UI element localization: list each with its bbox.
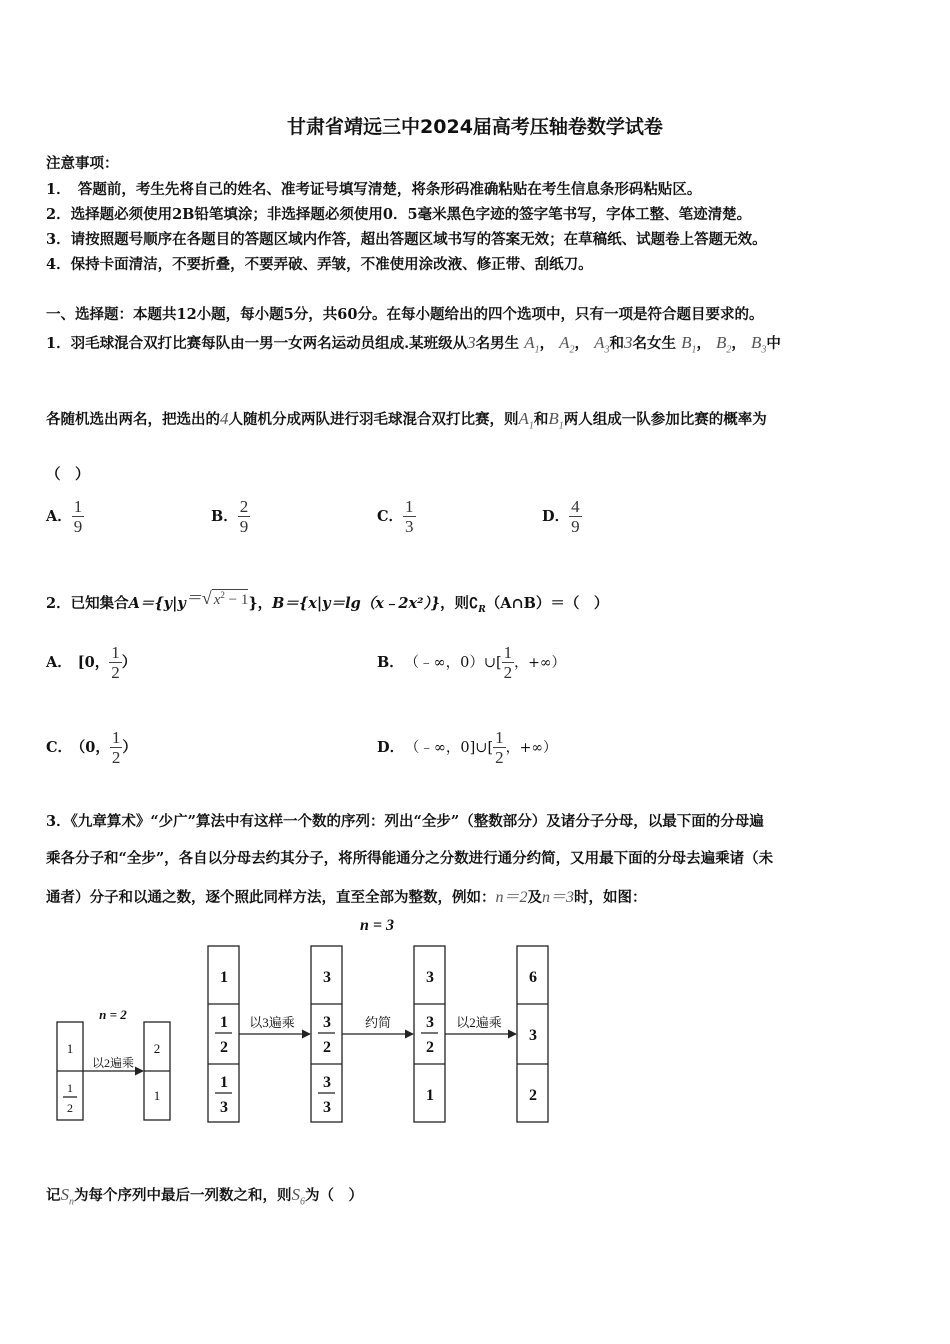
q2-option-d: D． （﹣∞，0]∪[ $\frac{1}{2}$ ，+∞）	[377, 728, 558, 767]
question-2	[46, 590, 608, 615]
sqrt-body: $x^2 - 1$	[213, 590, 249, 608]
q1-three: 3	[467, 333, 476, 352]
q1-B1b: $B_1$	[548, 409, 564, 432]
cell: 3	[529, 1027, 537, 1044]
q2-text-a: 2．已知集合	[46, 595, 129, 612]
notice-item-1: 1． 答题前，考生先将自己的姓名、准考证号填写清楚，将条形码准确粘贴在考生信息条形码粘贴区。	[46, 181, 702, 198]
page-title: 甘肃省靖远三中2024届高考压轴卷数学试卷	[287, 116, 663, 138]
cell: 1	[66, 1041, 74, 1056]
q1-and: 和	[609, 335, 624, 352]
arrow-label-mult3: 以3遍乘	[249, 1015, 295, 1030]
cell: 1	[220, 1074, 228, 1091]
q1-B2: $B_2$	[716, 333, 732, 356]
question-1-line-2	[46, 408, 767, 431]
cell: 2	[426, 1039, 434, 1056]
sequence-figure	[0, 910, 950, 1140]
q1-A3: $A_3$	[594, 333, 610, 356]
q1-comma: ，	[731, 335, 746, 352]
q2-option-b: B． （﹣∞，0）∪[ $\frac{1}{2}$ ，+∞）	[377, 643, 566, 682]
q1-text-d: 中	[766, 335, 781, 352]
q2-option-a: A． [0， $\frac{1}{2}$ ）	[46, 643, 137, 682]
q1-A2: $A_2$	[559, 333, 575, 356]
q1-A1: $A_1$	[524, 333, 540, 356]
notice-item-3: 3．请按照题号顺序在各题目的答题区域内作答，超出答题区域书写的答案无效；在草稿纸、试题卷上答题无效。	[46, 231, 767, 248]
q2-text-d: （A∩B）＝（ ）	[485, 595, 609, 612]
cell: 3	[220, 1099, 228, 1116]
cell: 2	[529, 1087, 537, 1104]
notice-item-4: 4．保持卡面清洁，不要折叠，不要弄破、弄皱，不准使用涂改液、修正带、刮纸刀。	[46, 256, 593, 273]
q1-and-b: 和	[533, 411, 549, 428]
notice-heading: 注意事项：	[46, 155, 119, 172]
cell: 2	[67, 1101, 73, 1115]
q1-comma: ，	[539, 335, 555, 352]
section-heading: 一、选择题：本题共12小题，每小题5分，共60分。在每小题给出的四个选项中，只有一项是符合题目要求的。	[46, 306, 764, 323]
q2-set-a: A＝{y|y	[128, 595, 186, 612]
q3-n3: n＝3	[542, 889, 575, 906]
cell: 3	[323, 969, 331, 986]
q3-S6: $S_6$	[291, 1185, 305, 1208]
q1-comma: ，	[574, 335, 590, 352]
fraction: $\frac{1}{2}$	[503, 643, 513, 682]
q1-answer-paren: （ ）	[46, 466, 90, 483]
cell: 1	[67, 1081, 73, 1095]
fraction: $\frac{4}{9}$	[571, 497, 580, 536]
q1-option-c: C． $\frac{1}{3}$	[377, 497, 414, 536]
q1-text-b: 名男生	[475, 335, 520, 352]
cell: 3	[426, 1014, 434, 1031]
fraction: $\frac{1}{2}$	[111, 643, 120, 682]
cell: 2	[323, 1039, 331, 1056]
q2-complement: ，则∁	[440, 595, 479, 612]
fraction: $\frac{1}{2}$	[111, 728, 121, 767]
question-3-line-2: 乘各分子和“全步”，各自以分母去约其分子，将所得能通分之分数进行通分约简，又用最下面的分母去遍乘诸（未	[46, 850, 774, 867]
cell: 3	[426, 969, 434, 986]
q2-set-b: B＝{x|y＝lg（x﹣2x²）}	[272, 595, 441, 612]
q1-three-b: 3	[624, 333, 633, 352]
q2-R: R	[478, 604, 486, 615]
q1-text-e: 各随机选出两名，把选出的	[46, 411, 220, 428]
fraction: $\frac{1}{2}$	[495, 728, 504, 767]
q2-option-c: C． （0， $\frac{1}{2}$ ）	[46, 728, 137, 767]
cell: 3	[323, 1074, 331, 1091]
q1-text-g: 两人组成一队参加比赛的概率为	[563, 411, 767, 428]
sqrt-sign: √	[201, 588, 212, 608]
q3-text-c: 记	[46, 1187, 61, 1204]
q2-brace: }	[248, 595, 258, 612]
q1-option-a: A． $\frac{1}{9}$	[46, 497, 83, 536]
question-1-line-1	[46, 332, 781, 355]
fraction: $\frac{2}{9}$	[239, 497, 249, 536]
q1-four: 4	[220, 409, 229, 428]
q1-option-d: D． $\frac{4}{9}$	[542, 497, 580, 536]
arrow-label-mult2: 以2遍乘	[456, 1015, 502, 1030]
cell: 2	[153, 1041, 161, 1056]
cell: 2	[220, 1039, 228, 1056]
cell: 1	[220, 1014, 228, 1031]
q1-A1b: $A_1$	[518, 409, 534, 432]
cell: 6	[529, 969, 537, 986]
notice-item-2: 2．选择题必须使用2B铅笔填涂；非选择题必须使用0．5毫米黑色字迹的签字笔书写，字体工整、笔迹清楚。	[46, 206, 752, 223]
cell: 1	[220, 969, 228, 986]
q3-Sn: $S_n$	[60, 1185, 74, 1208]
cell: 1	[426, 1087, 434, 1104]
arrow-label-reduce: 约简	[364, 1015, 392, 1030]
n2-label: n = 2	[99, 1007, 127, 1022]
q1-text-a: 1．羽毛球混合双打比赛每队由一男一女两名运动员组成.某班级从	[46, 335, 468, 352]
question-3-last	[46, 1184, 363, 1207]
q2-comma: ，	[257, 595, 273, 612]
n3-label: n = 3	[359, 917, 395, 934]
fraction: $\frac{1}{9}$	[73, 497, 83, 536]
q1-comma: ，	[696, 335, 711, 352]
q1-text-c: 名女生	[632, 335, 676, 352]
q2-equals: ＝	[185, 590, 202, 607]
q1-B3: $B_3$	[750, 333, 767, 356]
cell: 3	[323, 1014, 331, 1031]
q3-n2: n＝2	[495, 889, 528, 906]
n2-arrow-label: 以2遍乘	[91, 1056, 135, 1070]
q1-text-f: 人随机分成两队进行羽毛球混合双打比赛，则	[228, 411, 519, 428]
q3-text-a: 通者）分子和以通之数，逐个照此同样方法，直至全部为整数，例如：	[46, 889, 496, 906]
cell: 3	[323, 1099, 331, 1116]
q3-and: 及	[527, 889, 543, 906]
q3-text-d: 为每个序列中最后一列数之和，则	[74, 1187, 292, 1204]
q3-text-e: 为（ ）	[305, 1187, 363, 1204]
q1-option-b: B． $\frac{2}{9}$	[211, 497, 249, 536]
q3-text-b: 时，如图：	[574, 889, 647, 906]
fraction: $\frac{1}{3}$	[405, 497, 414, 536]
q1-B1: $B_1$	[681, 333, 697, 356]
cell: 1	[153, 1088, 161, 1103]
question-3-line-3	[46, 884, 647, 907]
question-3-line-1: 3．《九章算术》“少广”算法中有这样一个数的序列：列出“全步”（整数部分）及诸分子分母，以最下面的分母遍	[46, 813, 764, 830]
